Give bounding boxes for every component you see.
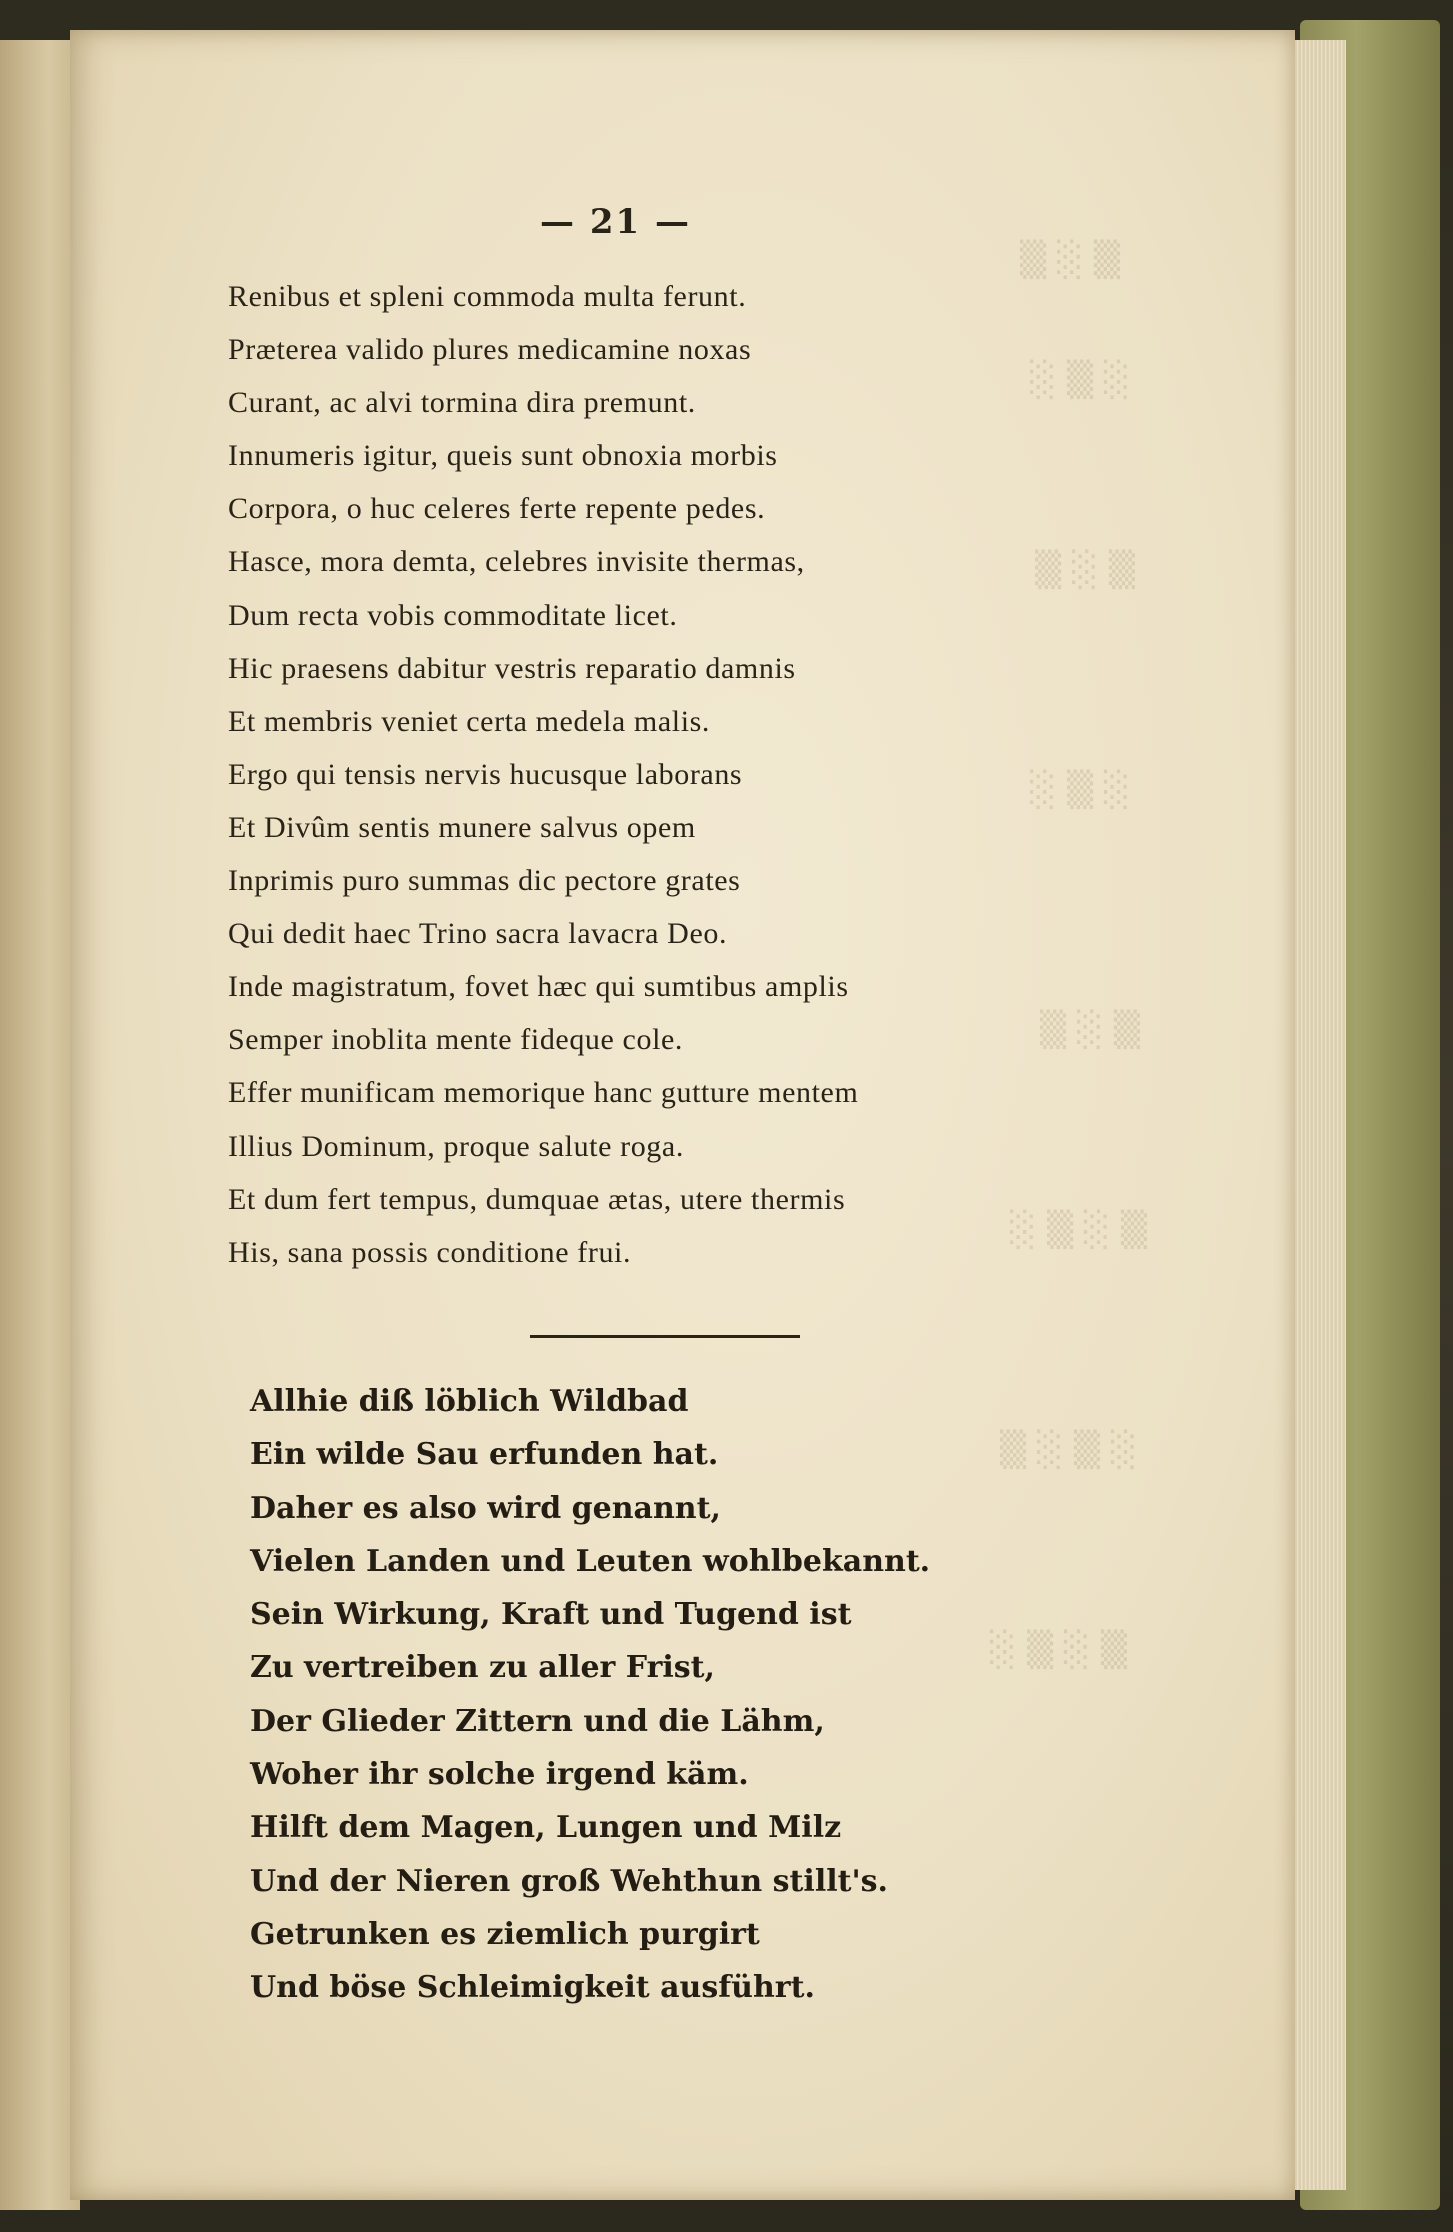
german-line: Daher es also wird genannt,: [250, 1490, 721, 1526]
bleed-through-mark: ░ ▒ ░ ▒: [1010, 1210, 1148, 1250]
latin-line: Et membris veniet certa medela malis.: [228, 704, 711, 738]
german-line: Woher ihr solche irgend käm.: [250, 1757, 749, 1793]
latin-line: Illius Dominum, proque salute roga.: [228, 1129, 684, 1163]
latin-line: Præterea valido plures medicamine noxas: [228, 333, 752, 367]
latin-line: Inprimis puro summas dic pectore grates: [228, 864, 741, 898]
bleed-through-mark: ░ ▒ ░: [1030, 770, 1131, 810]
latin-line: Corpora, o huc celeres ferte repente pedes.: [228, 492, 766, 526]
page-text-area: [70, 30, 1295, 2200]
latin-line: Effer munificam memorique hanc gutture mentem: [228, 1076, 859, 1110]
bleed-through-mark: ▒ ░ ▒ ░: [1000, 1430, 1138, 1470]
german-line: Vielen Landen und Leuten wohlbekannt.: [250, 1543, 931, 1579]
latin-line: Hasce, mora demta, celebres invisite thermas,: [228, 545, 805, 579]
latin-line: Curant, ac alvi tormina dira premunt.: [228, 386, 696, 420]
bleed-through-mark: ░ ▒ ░ ▒: [990, 1630, 1128, 1670]
latin-line: Hic praesens dabitur vestris reparatio damnis: [228, 651, 796, 685]
page-number: — 21 —: [540, 202, 691, 242]
latin-poem: [228, 270, 1131, 1279]
bleed-through-mark: ▒ ░ ▒: [1035, 550, 1136, 590]
latin-line: Qui dedit haec Trino sacra lavacra Deo.: [228, 917, 728, 951]
latin-line: Semper inoblita mente fideque cole.: [228, 1023, 684, 1057]
german-line: Getrunken es ziemlich purgirt: [250, 1916, 760, 1952]
latin-line: Et dum fert tempus, dumquae ætas, utere thermis: [228, 1182, 846, 1216]
latin-line: Dum recta vobis commoditate licet.: [228, 598, 678, 632]
german-line: Sein Wirkung, Kraft und Tugend ist: [250, 1597, 852, 1633]
latin-line: Innumeris igitur, queis sunt obnoxia morbis: [228, 439, 778, 473]
latin-line: Inde magistratum, fovet hæc qui sumtibus amplis: [228, 970, 849, 1004]
bleed-through-mark: ░ ▒ ░: [1030, 360, 1131, 400]
german-line: Ein wilde Sau erfunden hat.: [250, 1437, 719, 1473]
latin-line: Renibus et spleni commoda multa ferunt.: [228, 280, 747, 313]
latin-line: Et Divûm sentis munere salvus opem: [228, 810, 696, 844]
latin-line: His, sana possis conditione frui.: [228, 1235, 632, 1269]
german-line: Und der Nieren groß Wehthun stillt's.: [250, 1863, 888, 1899]
german-line: Hilft dem Magen, Lungen und Milz: [250, 1810, 842, 1846]
german-line: Und böse Schleimigkeit ausführt.: [250, 1970, 815, 2006]
bleed-through-mark: ▒ ░ ▒: [1040, 1010, 1141, 1050]
german-poem: [250, 1375, 1050, 2015]
facing-page-edge: [0, 40, 80, 2210]
book-page: [70, 30, 1295, 2200]
bleed-through-mark: ▒ ░ ▒: [1020, 240, 1121, 280]
latin-line: Ergo qui tensis nervis hucusque laborans: [228, 757, 743, 791]
german-line: Allhie diß löblich Wildbad: [250, 1384, 689, 1419]
german-line: Der Glieder Zittern und die Lähm,: [250, 1703, 825, 1739]
section-divider-rule: [530, 1335, 800, 1338]
german-line: Zu vertreiben zu aller Frist,: [250, 1650, 715, 1686]
